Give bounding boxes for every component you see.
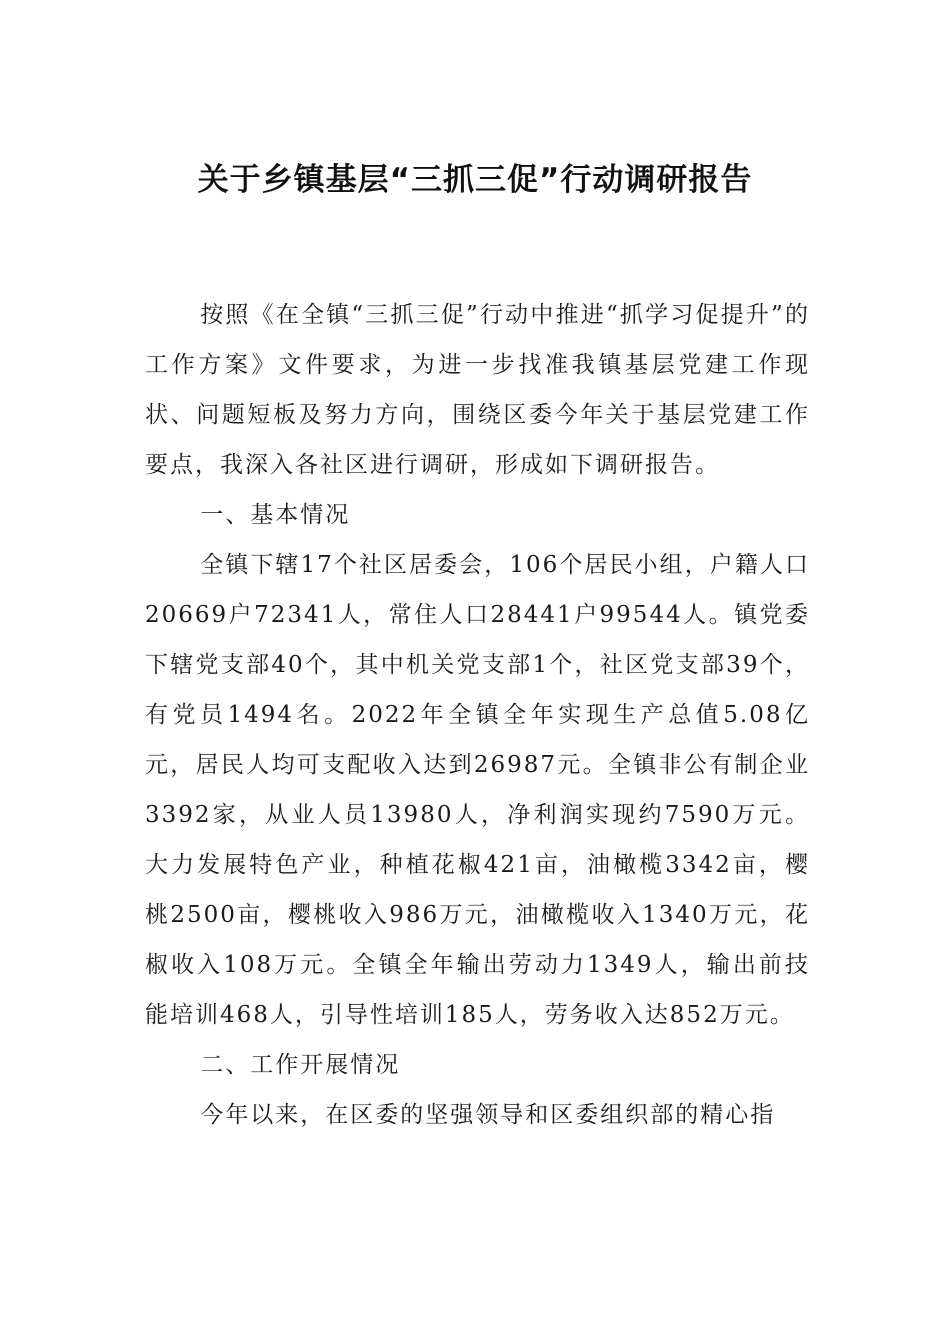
- document-title: 关于乡镇基层“三抓三促”行动调研报告: [197, 162, 753, 198]
- section-heading-work-progress: 二、工作开展情况: [200, 1052, 401, 1078]
- intro-paragraph: 按照《在全镇“三抓三促”行动中推进“抓学习促提升”的工作方案》文件要求，为进一步找准我镇基层党建工作现状、问题短板及努力方向，围绕区委今年关于基层党建工作要点，我深入各社区进行调研，形成如下调研报告。: [145, 302, 810, 478]
- document-body: [145, 290, 810, 1140]
- section-heading-basic-situation: 一、基本情况: [200, 502, 351, 528]
- work-progress-paragraph: 今年以来，在区委的坚强领导和区委组织部的精心指: [200, 1102, 776, 1128]
- basic-situation-paragraph: 全镇下辖17个社区居委会，106个居民小组，户籍人口20669户72341人，常住人口28441户99544人。镇党委下辖党支部40个，其中机关党支部1个，社区党支部39个，有党员1494名。2022年全镇全年实现生产总值5.08亿元，居民人均可支配收入达到26987元。全镇非公有制企业3392家，从业人员13980人，净利润实现约7590万元。大力发展特色产业，种植花椒421亩，油橄榄3342亩，樱桃2500亩，樱桃收入986万元，油橄榄收入1340万元，花椒收入108万元。全镇全年输出劳动力1349人，输出前技能培训468人，引导性培训185人，劳务收入达852万元。: [145, 552, 810, 1028]
